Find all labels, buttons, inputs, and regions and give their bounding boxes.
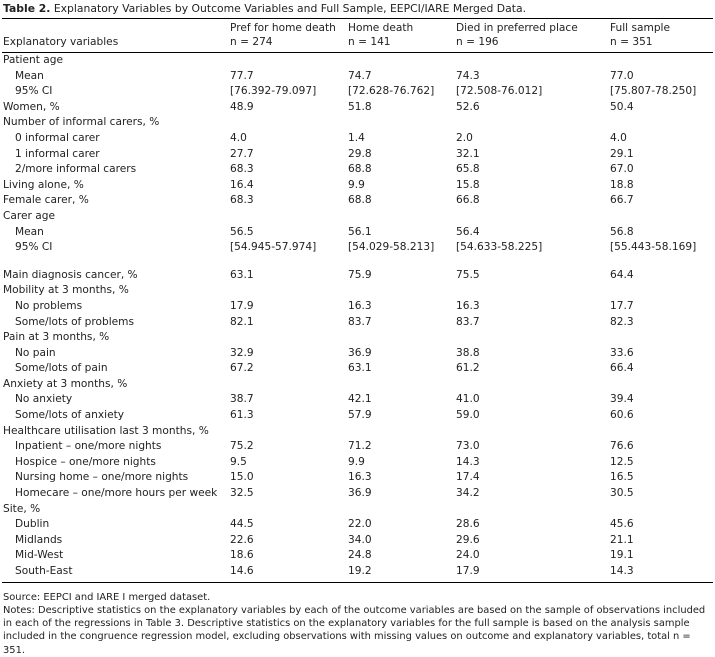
row-label: Site, % — [3, 502, 41, 515]
row-value: 34.2 — [456, 487, 480, 500]
row-value — [230, 115, 348, 131]
row-value — [230, 377, 348, 393]
row-value: 61.2 — [456, 362, 480, 375]
row-value: 68.3 — [230, 163, 254, 176]
table-row — [2, 346, 713, 362]
row-label: 2/more informal carers — [15, 163, 137, 176]
row-value: 52.6 — [456, 100, 480, 113]
row-value: 9.5 — [230, 455, 247, 468]
row-value: [54.633-58.225] — [456, 241, 543, 254]
row-value: 82.1 — [230, 315, 254, 328]
row-value: 77.7 — [230, 69, 254, 82]
row-value — [456, 377, 610, 393]
row-value: 45.6 — [610, 518, 634, 531]
row-value: [75.807-78.250] — [610, 85, 697, 98]
row-label: Some/lots of problems — [15, 315, 135, 328]
row-value: 17.7 — [610, 299, 634, 312]
row-label: Number of informal carers, % — [3, 116, 160, 129]
header-home-death: Home death n = 141 — [348, 19, 456, 53]
table-header-row — [2, 19, 713, 53]
row-value: 14.6 — [230, 564, 348, 582]
header-explanatory-variables: Explanatory variables — [2, 19, 230, 53]
row-label: Some/lots of anxiety — [15, 409, 125, 422]
row-value — [348, 209, 456, 225]
table-body — [2, 53, 713, 583]
row-label: Mean — [15, 69, 44, 82]
row-value — [610, 424, 713, 440]
table-notes — [3, 591, 711, 657]
row-value: 60.6 — [610, 409, 634, 422]
table-row — [2, 439, 713, 455]
row-label: No problems — [15, 299, 83, 312]
row-value: 30.5 — [610, 487, 634, 500]
row-value: 75.2 — [230, 440, 254, 453]
row-value: [76.392-79.097] — [230, 85, 317, 98]
row-value: 57.9 — [348, 409, 372, 422]
row-value — [610, 330, 713, 346]
row-value — [610, 209, 713, 225]
row-value: 17.9 — [456, 564, 610, 582]
row-value: 36.9 — [348, 487, 372, 500]
row-value — [348, 53, 456, 69]
row-value: 14.3 — [456, 455, 480, 468]
row-value: [72.508-76.012] — [456, 85, 543, 98]
row-value: 71.2 — [348, 440, 372, 453]
row-value: 67.0 — [610, 163, 634, 176]
row-label: Hospice – one/more nights — [15, 455, 156, 468]
row-value: 63.1 — [230, 268, 254, 281]
row-label: Homecare – one/more hours per week — [15, 487, 218, 500]
row-label: Female carer, % — [3, 194, 89, 207]
row-value — [610, 115, 713, 131]
table-row — [2, 392, 713, 408]
table-row — [2, 455, 713, 471]
table-row — [2, 209, 713, 225]
row-label: Dublin — [15, 518, 50, 531]
table-row — [2, 548, 713, 564]
row-label: No anxiety — [15, 393, 73, 406]
row-value: 16.3 — [348, 299, 372, 312]
row-value: 39.4 — [610, 393, 634, 406]
table-row — [2, 84, 713, 100]
row-value — [230, 53, 348, 69]
row-value: 74.7 — [348, 69, 372, 82]
row-value — [230, 502, 348, 518]
row-value: 4.0 — [230, 131, 247, 144]
row-value — [456, 209, 610, 225]
row-value: 61.3 — [230, 409, 254, 422]
row-value: 38.7 — [230, 393, 254, 406]
row-value: 51.8 — [348, 100, 372, 113]
row-label: Mid-West — [15, 549, 64, 562]
row-value — [456, 502, 610, 518]
row-value: 34.0 — [348, 533, 372, 546]
row-value — [230, 424, 348, 440]
row-label: Nursing home – one/more nights — [15, 471, 189, 484]
row-label: Women, % — [3, 100, 60, 113]
row-value: 68.8 — [348, 194, 372, 207]
table-caption — [3, 2, 713, 15]
row-label: 95% CI — [15, 241, 53, 254]
row-value: 82.3 — [610, 315, 634, 328]
row-value: 64.4 — [610, 268, 634, 281]
row-value: 29.8 — [348, 147, 372, 160]
row-value: 68.8 — [348, 163, 372, 176]
table-row — [2, 315, 713, 331]
row-value — [456, 53, 610, 69]
table-row — [2, 299, 713, 315]
table-row — [2, 502, 713, 518]
table-row — [2, 69, 713, 85]
explanatory-variables-table — [2, 18, 713, 583]
notes-text: Notes: Descriptive statistics on the explanatory variables by each of the outcome variables are based on the sample of observations included in each of the regressions in Table 3. Descriptive statistics on the explanatory variables for the full sample is based on the analysis sample included in the congruence regression model, excluding observations with missing values on outcome and explanatory variables, total n = 351. — [3, 604, 706, 656]
row-value: 33.6 — [610, 346, 634, 359]
row-value: 66.8 — [456, 194, 480, 207]
row-label: Pain at 3 months, % — [3, 331, 110, 344]
row-value: 75.5 — [456, 268, 480, 281]
row-label: Some/lots of pain — [15, 362, 108, 375]
row-value: 22.0 — [348, 518, 372, 531]
row-value: 59.0 — [456, 409, 480, 422]
row-value: 24.0 — [456, 549, 480, 562]
row-value — [230, 330, 348, 346]
row-value: 76.6 — [610, 440, 634, 453]
table-row — [2, 377, 713, 393]
row-value: 56.5 — [230, 225, 254, 238]
row-value: 65.8 — [456, 163, 480, 176]
row-value: 83.7 — [348, 315, 372, 328]
table-caption-text: Explanatory Variables by Outcome Variables and Full Sample, EEPCI/IARE Merged Data. — [53, 2, 527, 15]
table-row — [2, 162, 713, 178]
header-pref-home-death: Pref for home death n = 274 — [230, 19, 348, 53]
row-value: 41.0 — [456, 393, 480, 406]
row-value — [456, 424, 610, 440]
row-value — [456, 330, 610, 346]
table-row — [2, 283, 713, 299]
row-label: Living alone, % — [3, 178, 84, 191]
row-value: 32.9 — [230, 346, 254, 359]
row-value: 22.6 — [230, 533, 254, 546]
row-value: 16.5 — [610, 471, 634, 484]
row-value: 18.6 — [230, 549, 254, 562]
row-value: 32.1 — [456, 147, 480, 160]
row-value: 32.5 — [230, 487, 254, 500]
row-value: [72.628-76.762] — [348, 85, 435, 98]
table-row — [2, 268, 713, 284]
table-row — [2, 178, 713, 194]
row-label: 95% CI — [15, 85, 53, 98]
table-row — [2, 424, 713, 440]
row-label: Mobility at 3 months, % — [3, 284, 129, 297]
table-caption-label: Table 2. — [3, 2, 51, 15]
row-value: 74.3 — [456, 69, 480, 82]
row-value: 2.0 — [456, 131, 473, 144]
row-value — [230, 209, 348, 225]
table-row — [2, 147, 713, 163]
row-value: 75.9 — [348, 268, 372, 281]
row-value: 29.1 — [610, 147, 634, 160]
header-full-sample: Full sample n = 351 — [610, 19, 713, 53]
row-value: [54.945-57.974] — [230, 241, 317, 254]
row-value — [610, 502, 713, 518]
row-label: Carer age — [3, 209, 55, 222]
row-value: 36.9 — [348, 346, 372, 359]
row-value — [610, 53, 713, 69]
row-value: 28.6 — [456, 518, 480, 531]
row-value: 27.7 — [230, 147, 254, 160]
row-value: 4.0 — [610, 131, 627, 144]
row-value: 18.8 — [610, 178, 634, 191]
table-row — [2, 240, 713, 256]
row-value: 44.5 — [230, 518, 254, 531]
table-row — [2, 486, 713, 502]
row-value: 68.3 — [230, 194, 254, 207]
row-label: Patient age — [3, 54, 63, 66]
row-value: 19.2 — [348, 564, 456, 582]
table-row — [2, 533, 713, 549]
row-label: Inpatient – one/more nights — [15, 440, 162, 453]
row-label: 1 informal carer — [15, 147, 100, 160]
table-row — [2, 517, 713, 533]
row-value — [348, 115, 456, 131]
row-value: 38.8 — [456, 346, 480, 359]
table-row — [2, 361, 713, 377]
row-value: 16.3 — [456, 299, 480, 312]
row-value: 16.4 — [230, 178, 254, 191]
row-value — [348, 377, 456, 393]
row-value: 19.1 — [610, 549, 634, 562]
row-value: 63.1 — [348, 362, 372, 375]
row-value — [348, 330, 456, 346]
table-row — [2, 225, 713, 241]
row-value: 16.3 — [348, 471, 372, 484]
row-value — [230, 283, 348, 299]
row-label: Healthcare utilisation last 3 months, % — [3, 424, 209, 437]
row-value: 83.7 — [456, 315, 480, 328]
row-value: 73.0 — [456, 440, 480, 453]
row-value — [348, 424, 456, 440]
row-label: No pain — [15, 346, 56, 359]
table-row — [2, 470, 713, 486]
row-label: South-East — [2, 564, 230, 582]
row-value: 21.1 — [610, 533, 634, 546]
row-value — [456, 115, 610, 131]
row-value: 66.4 — [610, 362, 634, 375]
row-value — [610, 283, 713, 299]
row-value: [54.029-58.213] — [348, 241, 435, 254]
table-row — [2, 330, 713, 346]
table-row — [2, 131, 713, 147]
row-value: 50.4 — [610, 100, 634, 113]
source-note: Source: EEPCI and IARE I merged dataset. — [3, 591, 211, 603]
row-value: 42.1 — [348, 393, 372, 406]
table-row — [2, 53, 713, 69]
row-value — [456, 283, 610, 299]
row-value: 24.8 — [348, 549, 372, 562]
row-value: 15.8 — [456, 178, 480, 191]
row-label: Main diagnosis cancer, % — [3, 268, 138, 281]
row-value: 56.8 — [610, 225, 634, 238]
row-value: 17.9 — [230, 299, 254, 312]
row-value: 14.3 — [610, 564, 713, 582]
row-label: Midlands — [15, 533, 63, 546]
row-value: 12.5 — [610, 455, 634, 468]
row-value — [610, 377, 713, 393]
row-value: 29.6 — [456, 533, 480, 546]
table-row — [2, 100, 713, 116]
row-label: Anxiety at 3 months, % — [3, 377, 128, 390]
row-value — [348, 283, 456, 299]
table-row — [2, 408, 713, 424]
row-value: 56.1 — [348, 225, 372, 238]
row-value: 48.9 — [230, 100, 254, 113]
row-value: 9.9 — [348, 455, 365, 468]
row-label: Mean — [15, 225, 44, 238]
row-value: 15.0 — [230, 471, 254, 484]
table-row — [2, 115, 713, 131]
row-value: 77.0 — [610, 69, 634, 82]
table-row — [2, 564, 713, 582]
table-spacer-row — [2, 256, 713, 268]
row-value: 9.9 — [348, 178, 365, 191]
table-row — [2, 193, 713, 209]
row-value: 67.2 — [230, 362, 254, 375]
row-value — [348, 502, 456, 518]
header-died-preferred-place: Died in preferred place n = 196 — [456, 19, 610, 53]
row-label: 0 informal carer — [15, 131, 100, 144]
row-value: [55.443-58.169] — [610, 241, 697, 254]
row-value: 1.4 — [348, 131, 365, 144]
row-value: 17.4 — [456, 471, 480, 484]
row-value: 66.7 — [610, 194, 634, 207]
row-value: 56.4 — [456, 225, 480, 238]
